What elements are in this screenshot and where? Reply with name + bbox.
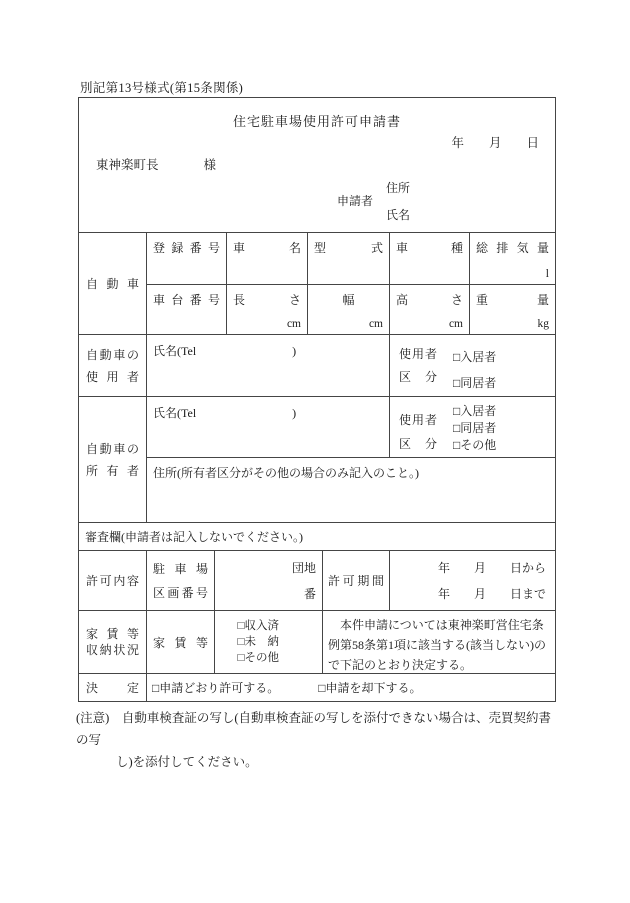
- rent-sub-label: 家賃等: [147, 611, 215, 673]
- rent-decision-note: 本件申請については東神楽町営住宅条例第58条第1項に該当する(該当しない)ので下記のとおり決定する。: [328, 618, 546, 672]
- rent-status-row: [79, 611, 555, 674]
- rent-options-cell: [215, 611, 323, 673]
- period-from: 年 月 日から: [437, 561, 546, 575]
- decision-options-cell: [147, 674, 555, 701]
- applicant-name-label: 氏名: [386, 208, 411, 222]
- user-name-tel-cell: 氏名(Tel ): [147, 335, 390, 396]
- permit-period-label: 許可期間: [323, 551, 390, 610]
- checkbox-option-resident: □入居者: [453, 350, 497, 364]
- date-line: 年 月 日: [451, 136, 539, 150]
- examination-row: [79, 523, 555, 551]
- checkbox-option-other: □その他: [453, 438, 497, 452]
- displacement-unit: l: [545, 268, 549, 280]
- weight-cell: 重量 kg: [476, 293, 549, 330]
- vehicle-owner-row: [79, 397, 555, 523]
- footnote-line-2: し)を添付してください。: [116, 755, 258, 769]
- permit-period-cell: [390, 551, 555, 610]
- permit-contents-row: [79, 551, 555, 611]
- lot-number-label: 番: [303, 587, 316, 601]
- vehicle-user-row: [79, 335, 555, 397]
- owner-address-cell: 住所(所有者区分がその他の場合のみ記入のこと。): [153, 466, 419, 480]
- examination-note: 審査欄(申請者は記入しないでください。): [85, 530, 303, 544]
- car-name-cell: 車名: [227, 233, 308, 284]
- checkbox-option-resident: □入居者: [453, 404, 497, 418]
- owner-category-cell: 使用者 区分 □入居者 □同居者 □その他: [399, 404, 497, 452]
- car-type-cell: 車種: [390, 233, 470, 284]
- displacement-cell: 総排気量 l: [476, 241, 549, 280]
- user-category-cell: 使用者 区分 □入居者 □同居者: [390, 335, 555, 396]
- weight-unit: kg: [537, 318, 549, 330]
- vehicle-user-label: 自動車の 使用者: [79, 335, 147, 396]
- application-form-table: [78, 97, 556, 702]
- vehicle-owner-label: 自動車の 所有者: [79, 397, 147, 522]
- form-title: 住宅駐車場使用許可申請書: [232, 114, 401, 129]
- checkbox-option-cohabitant: □同居者: [453, 421, 497, 435]
- checkbox-option-paid: □収入済: [237, 620, 279, 632]
- applicant-address-label: 住所: [386, 181, 411, 195]
- form-id-label: 別記第13号様式(第15条関係): [80, 81, 244, 95]
- parking-section-label: 駐車場 区画番号: [147, 551, 215, 610]
- height-unit: cm: [448, 318, 463, 330]
- applicant-label: 申請者: [337, 194, 374, 208]
- honorific: 様: [203, 158, 217, 172]
- addressee-name: 東神楽町長: [96, 158, 159, 172]
- owner-name-tel-cell: 氏名(Tel ): [147, 397, 390, 457]
- owner-name-subrow: [147, 397, 555, 458]
- form-header-row: [79, 98, 555, 233]
- length-cell: 長さ cm: [227, 285, 308, 334]
- period-to: 年 月 日まで: [437, 587, 546, 601]
- estate-number-cell: [215, 551, 323, 610]
- checkbox-option-approve: □申請どおり許可する。: [152, 681, 280, 695]
- footnote-line-1: (注意) 自動車検査証の写し(自動車検査証の写しを添付できない場合は、売買契約書の写: [76, 711, 551, 747]
- owner-grid: [147, 397, 555, 522]
- vehicle-section-row: [79, 233, 555, 335]
- vehicle-dimension-row: [147, 285, 555, 334]
- checkbox-option-cohabitant: □同居者: [453, 376, 497, 390]
- checkbox-option-other: □その他: [237, 652, 279, 664]
- reg-no-cell: 登録番号: [147, 233, 227, 284]
- permit-contents-label: 許可内容: [79, 551, 147, 610]
- attachment-footnote: [76, 707, 560, 773]
- user-category-options: [453, 344, 496, 396]
- estate-label: 団地: [291, 561, 316, 575]
- addressee-line: [96, 155, 216, 173]
- decision-label: 決定: [79, 674, 147, 701]
- chassis-no-cell: 車台番号: [147, 285, 227, 334]
- height-cell: 高さ cm: [390, 285, 470, 334]
- width-cell: 幅 cm: [308, 285, 390, 334]
- checkbox-option-reject: □申請を却下する。: [318, 681, 422, 695]
- rent-status-label: 家賃等 収納状況: [79, 611, 147, 673]
- vehicle-row-label: 自動車: [79, 233, 147, 334]
- checkbox-option-unpaid: □未 納: [237, 636, 279, 648]
- vehicle-registration-row: [147, 233, 555, 285]
- model-cell: 型式: [308, 233, 390, 284]
- owner-category-options: [453, 403, 496, 454]
- width-unit: cm: [368, 318, 383, 330]
- length-unit: cm: [286, 318, 301, 330]
- vehicle-grid: [147, 233, 555, 334]
- decision-row: [79, 674, 555, 701]
